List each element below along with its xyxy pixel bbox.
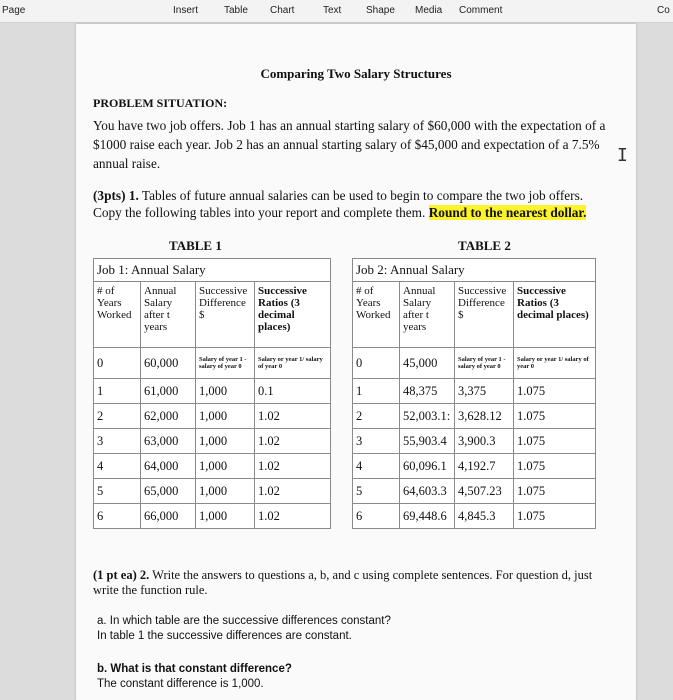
table-cell[interactable]: 1,000	[196, 404, 255, 429]
table-cell[interactable]: 4	[94, 454, 141, 479]
table-cell[interactable]: 6	[353, 504, 400, 529]
table-cell[interactable]: 62,000	[141, 404, 196, 429]
table-cell[interactable]: 1	[94, 379, 141, 404]
question-2	[93, 568, 593, 598]
table-1-caption: TABLE 1	[169, 238, 222, 253]
toolbar-comment[interactable]: Comment	[459, 5, 503, 16]
table-2-header-ratio: Successive Ratios (3 decimal places)	[514, 282, 596, 348]
table-cell[interactable]: 1.02	[255, 479, 331, 504]
table-cell[interactable]: 5	[353, 479, 400, 504]
table-cell[interactable]: 3,628.12	[455, 404, 514, 429]
table-cell[interactable]: 5	[94, 479, 141, 504]
table-cell[interactable]: 1.02	[255, 454, 331, 479]
question-b	[97, 662, 597, 692]
toolbar-shape[interactable]: Shape	[366, 5, 395, 16]
table-cell[interactable]: 0	[94, 348, 141, 379]
table-cell[interactable]: 60,096.1	[400, 454, 455, 479]
table-cell[interactable]: 3,900.3	[455, 429, 514, 454]
table-cell[interactable]: 1.02	[255, 404, 331, 429]
table-1-formula-difference: Salary of year 1 - salary of year 0	[196, 348, 255, 379]
table-cell[interactable]: 1.075	[514, 379, 596, 404]
table-1-header-difference: Successive Difference $	[196, 282, 255, 348]
table-1	[93, 258, 331, 529]
text-cursor-icon: I	[617, 145, 628, 166]
table-cell[interactable]: 1.02	[255, 504, 331, 529]
table-cell[interactable]: 1,000	[196, 429, 255, 454]
table-2-job-title: Job 2: Annual Salary	[353, 259, 596, 282]
toolbar-page[interactable]: Page	[2, 5, 26, 16]
table-cell[interactable]: 4,507.23	[455, 479, 514, 504]
document-page[interactable]	[76, 24, 636, 700]
table-2-formula-difference: Salary of year 1 - salary of year 0	[455, 348, 514, 379]
table-2-header-salary: Annual Salary after t years	[400, 282, 455, 348]
table-cell[interactable]: 1,000	[196, 479, 255, 504]
table-cell[interactable]: 1,000	[196, 454, 255, 479]
table-cell[interactable]: 45,000	[400, 348, 455, 379]
question-2-text: Write the answers to questions a, b, and c using complete sentences. For question d, just write the function rule.	[93, 568, 593, 597]
table-cell[interactable]: 3	[353, 429, 400, 454]
table-cell[interactable]: 4	[353, 454, 400, 479]
table-2-formula-ratio: Salary or year 1/ salary of year 0	[514, 348, 596, 379]
table-cell[interactable]: 0.1	[255, 379, 331, 404]
table-cell[interactable]: 52,003.1:	[400, 404, 455, 429]
table-cell[interactable]: 64,000	[141, 454, 196, 479]
table-1-header-ratio: Successive Ratios (3 decimal places)	[255, 282, 331, 348]
table-cell[interactable]: 1.075	[514, 479, 596, 504]
table-cell[interactable]: 4,845.3	[455, 504, 514, 529]
table-cell[interactable]: 1,000	[196, 504, 255, 529]
question-1	[93, 187, 608, 221]
problem-situation-text: You have two job offers. Job 1 has an annual starting salary of $60,000 with the expectation of a $1000 raise each year. Job 2 has an annual starting salary of $45,000 and expectation of a 7.5% annual raise.	[93, 118, 606, 171]
table-1-header-years: # of Years Worked	[94, 282, 141, 348]
table-cell[interactable]: 1.075	[514, 504, 596, 529]
table-cell[interactable]: 48,375	[400, 379, 455, 404]
table-cell[interactable]: 63,000	[141, 429, 196, 454]
question-1-text: Tables of future annual salaries can be used to begin to compare the two job offers. Copy the following tables into your report and complete them.	[93, 188, 584, 220]
table-cell[interactable]: 66,000	[141, 504, 196, 529]
table-1-header-salary: Annual Salary after t years	[141, 282, 196, 348]
question-1-highlight: Round to the nearest dollar.	[428, 205, 587, 220]
toolbar-collaborate[interactable]: Co	[657, 5, 670, 16]
table-cell[interactable]: 4,192.7	[455, 454, 514, 479]
question-a-answer[interactable]: In table 1 the successive differences are constant.	[97, 630, 352, 642]
table-cell[interactable]: 2	[94, 404, 141, 429]
table-1-job-title: Job 1: Annual Salary	[94, 259, 331, 282]
table-cell[interactable]: 55,903.4	[400, 429, 455, 454]
table-cell[interactable]: 3,375	[455, 379, 514, 404]
table-1-formula-ratio: Salary or year 1/ salary of year 0	[255, 348, 331, 379]
question-1-points: (3pts) 1.	[93, 188, 139, 203]
question-a-prompt: a. In which table are the successive differences constant?	[97, 615, 391, 627]
table-cell[interactable]: 64,603.3	[400, 479, 455, 504]
question-a	[97, 614, 597, 644]
page-title: Comparing Two Salary Structures	[260, 66, 452, 81]
table-cell[interactable]: 2	[353, 404, 400, 429]
question-2-points: (1 pt ea) 2.	[93, 568, 150, 582]
table-cell[interactable]: 61,000	[141, 379, 196, 404]
table-cell[interactable]: 1.02	[255, 429, 331, 454]
table-cell[interactable]: 1	[353, 379, 400, 404]
table-2	[352, 258, 596, 529]
table-cell[interactable]: 1.075	[514, 404, 596, 429]
toolbar-text[interactable]: Text	[323, 5, 342, 16]
problem-situation-label: PROBLEM SITUATION:	[93, 96, 228, 110]
table-2-header-difference: Successive Difference $	[455, 282, 514, 348]
toolbar-table[interactable]: Table	[224, 5, 248, 16]
table-2-caption: TABLE 2	[458, 238, 511, 253]
question-b-prompt: b. What is that constant difference?	[97, 663, 292, 675]
toolbar-chart[interactable]: Chart	[270, 5, 295, 16]
table-cell[interactable]: 1.075	[514, 429, 596, 454]
table-cell[interactable]: 65,000	[141, 479, 196, 504]
table-cell[interactable]: 69,448.6	[400, 504, 455, 529]
question-b-answer[interactable]: The constant difference is 1,000.	[97, 678, 264, 690]
table-cell[interactable]: 6	[94, 504, 141, 529]
toolbar	[0, 0, 673, 23]
table-2-header-years: # of Years Worked	[353, 282, 400, 348]
toolbar-insert[interactable]: Insert	[173, 5, 199, 16]
table-cell[interactable]: 3	[94, 429, 141, 454]
table-cell[interactable]: 1,000	[196, 379, 255, 404]
table-cell[interactable]: 0	[353, 348, 400, 379]
table-cell[interactable]: 60,000	[141, 348, 196, 379]
table-cell[interactable]: 1.075	[514, 454, 596, 479]
toolbar-media[interactable]: Media	[415, 5, 443, 16]
